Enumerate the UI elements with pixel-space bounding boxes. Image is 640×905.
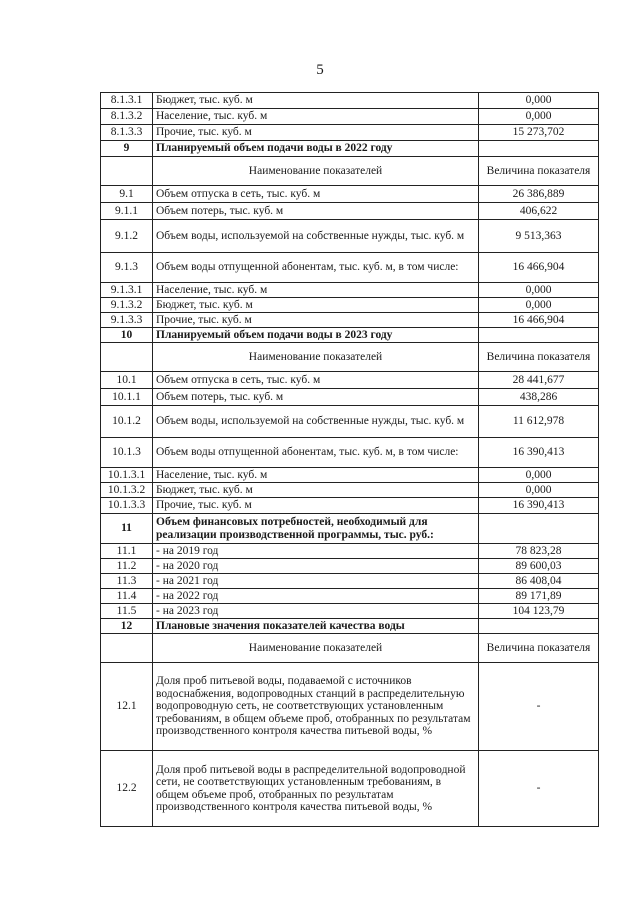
table-row: [101, 372, 599, 389]
indicator-name: Объем воды, используемой на собственные нужды, тыс. куб. м: [153, 406, 479, 438]
indicator-name: Объем отпуска в сеть, тыс. куб. м: [153, 186, 479, 203]
indicator-value: [479, 514, 599, 544]
indicator-name: Прочие, тыс. куб. м: [153, 125, 479, 141]
table-row: [101, 313, 599, 328]
indicator-name: Бюджет, тыс. куб. м: [153, 93, 479, 109]
row-number: 12.2: [101, 751, 153, 827]
table-row: [101, 389, 599, 406]
indicator-name: Бюджет, тыс. куб. м: [153, 298, 479, 313]
row-number: 12: [101, 619, 153, 634]
column-header-value: Величина показателя: [479, 634, 599, 663]
row-number: [101, 343, 153, 372]
indicator-name: Население, тыс. куб. м: [153, 109, 479, 125]
row-number: 10: [101, 328, 153, 343]
indicator-value: 78 823,28: [479, 544, 599, 559]
table-row: [101, 186, 599, 203]
column-header-value: Величина показателя: [479, 157, 599, 186]
row-number: [101, 634, 153, 663]
indicator-value: 0,000: [479, 109, 599, 125]
indicator-name: - на 2021 год: [153, 574, 479, 589]
table-row: [101, 574, 599, 589]
indicator-value: 89 600,03: [479, 559, 599, 574]
row-number: 11.4: [101, 589, 153, 604]
indicator-value: -: [479, 751, 599, 827]
indicator-value: 438,286: [479, 389, 599, 406]
row-number: 12.1: [101, 663, 153, 751]
table-row: [101, 468, 599, 483]
row-number: 9.1.3.1: [101, 283, 153, 298]
indicator-name: - на 2023 год: [153, 604, 479, 619]
indicator-name: Объем воды отпущенной абонентам, тыс. куб. м, в том числе:: [153, 253, 479, 283]
table-row: [101, 483, 599, 498]
row-number: 8.1.3.1: [101, 93, 153, 109]
row-number: 10.1.3.3: [101, 498, 153, 514]
indicator-name: Бюджет, тыс. куб. м: [153, 483, 479, 498]
table-row: [101, 559, 599, 574]
table-row: [101, 406, 599, 438]
row-number: 9.1.1: [101, 203, 153, 220]
indicator-name: Население, тыс. куб. м: [153, 468, 479, 483]
table-row: [101, 604, 599, 619]
row-number: 11: [101, 514, 153, 544]
indicator-value: 89 171,89: [479, 589, 599, 604]
indicator-value: 16 466,904: [479, 313, 599, 328]
table-row: [101, 663, 599, 751]
indicator-value: 406,622: [479, 203, 599, 220]
table-row: [101, 589, 599, 604]
indicator-value: 104 123,79: [479, 604, 599, 619]
section-row: [101, 514, 599, 544]
table-row: [101, 438, 599, 468]
indicator-value: [479, 141, 599, 157]
column-header-value: Величина показателя: [479, 343, 599, 372]
indicator-name: Объем финансовых потребностей, необходимый для реализации производственной программы, тыс. руб.:: [153, 514, 479, 544]
indicator-value: 0,000: [479, 283, 599, 298]
row-number: 8.1.3.2: [101, 109, 153, 125]
indicator-value: 11 612,978: [479, 406, 599, 438]
row-number: 9.1.3: [101, 253, 153, 283]
indicator-value: 16 390,413: [479, 498, 599, 514]
indicator-value: 0,000: [479, 298, 599, 313]
indicator-name: Доля проб питьевой воды в распределительной водопроводной сети, не соответствующих установленным требованиям, в общем объеме проб, отобранных по результатам производственного контроля качества питьевой воды, %: [153, 751, 479, 827]
indicator-name: Объем потерь, тыс. куб. м: [153, 203, 479, 220]
row-number: 11.5: [101, 604, 153, 619]
indicator-name: Доля проб питьевой воды, подаваемой с источников водоснабжения, водопроводных станций в распределительную водопроводную сеть, не соответствующих установленным требованиям, в общем объеме проб, отобранных по результатам производственного контроля качества питьевой воды, %: [153, 663, 479, 751]
indicator-name: - на 2022 год: [153, 589, 479, 604]
column-header-row: [101, 157, 599, 186]
row-number: 9.1: [101, 186, 153, 203]
row-number: 10.1.1: [101, 389, 153, 406]
section-row: [101, 141, 599, 157]
table-row: [101, 125, 599, 141]
row-number: 10.1.3: [101, 438, 153, 468]
indicator-value: 9 513,363: [479, 220, 599, 253]
row-number: [101, 157, 153, 186]
indicator-value: -: [479, 663, 599, 751]
column-header-name: Наименование показателей: [153, 157, 479, 186]
indicator-name: Объем отпуска в сеть, тыс. куб. м: [153, 372, 479, 389]
column-header-row: [101, 634, 599, 663]
page-number: 5: [316, 62, 324, 78]
row-number: 9.1.3.3: [101, 313, 153, 328]
indicators-table-body: [101, 93, 599, 827]
row-number: 11.1: [101, 544, 153, 559]
indicator-value: 0,000: [479, 468, 599, 483]
indicator-value: 26 386,889: [479, 186, 599, 203]
indicator-value: 0,000: [479, 93, 599, 109]
indicator-name: Прочие, тыс. куб. м: [153, 498, 479, 514]
indicator-value: 15 273,702: [479, 125, 599, 141]
table-row: [101, 109, 599, 125]
row-number: 9.1.2: [101, 220, 153, 253]
section-row: [101, 328, 599, 343]
row-number: 10.1.2: [101, 406, 153, 438]
table-row: [101, 544, 599, 559]
table-row: [101, 93, 599, 109]
table-row: [101, 203, 599, 220]
indicator-name: Плановые значения показателей качества воды: [153, 619, 479, 634]
table-row: [101, 283, 599, 298]
indicator-name: Население, тыс. куб. м: [153, 283, 479, 298]
indicator-name: Объем воды, используемой на собственные нужды, тыс. куб. м: [153, 220, 479, 253]
indicator-name: - на 2019 год: [153, 544, 479, 559]
indicator-value: 16 466,904: [479, 253, 599, 283]
row-number: 10.1.3.1: [101, 468, 153, 483]
indicator-name: Планируемый объем подачи воды в 2023 году: [153, 328, 479, 343]
indicator-value: 86 408,04: [479, 574, 599, 589]
indicator-value: 28 441,677: [479, 372, 599, 389]
section-row: [101, 619, 599, 634]
indicator-value: 16 390,413: [479, 438, 599, 468]
row-number: 11.3: [101, 574, 153, 589]
indicator-name: Объем потерь, тыс. куб. м: [153, 389, 479, 406]
table-row: [101, 751, 599, 827]
table-row: [101, 298, 599, 313]
indicator-name: Прочие, тыс. куб. м: [153, 313, 479, 328]
indicator-value: 0,000: [479, 483, 599, 498]
column-header-row: [101, 343, 599, 372]
table-row: [101, 220, 599, 253]
indicator-name: - на 2020 год: [153, 559, 479, 574]
row-number: 10.1: [101, 372, 153, 389]
row-number: 11.2: [101, 559, 153, 574]
indicator-name: Объем воды отпущенной абонентам, тыс. куб. м, в том числе:: [153, 438, 479, 468]
indicator-value: [479, 619, 599, 634]
row-number: 10.1.3.2: [101, 483, 153, 498]
row-number: 9.1.3.2: [101, 298, 153, 313]
column-header-name: Наименование показателей: [153, 343, 479, 372]
row-number: 9: [101, 141, 153, 157]
indicators-table: [100, 92, 599, 827]
indicator-value: [479, 328, 599, 343]
table-row: [101, 253, 599, 283]
row-number: 8.1.3.3: [101, 125, 153, 141]
column-header-name: Наименование показателей: [153, 634, 479, 663]
table-row: [101, 498, 599, 514]
indicator-name: Планируемый объем подачи воды в 2022 году: [153, 141, 479, 157]
